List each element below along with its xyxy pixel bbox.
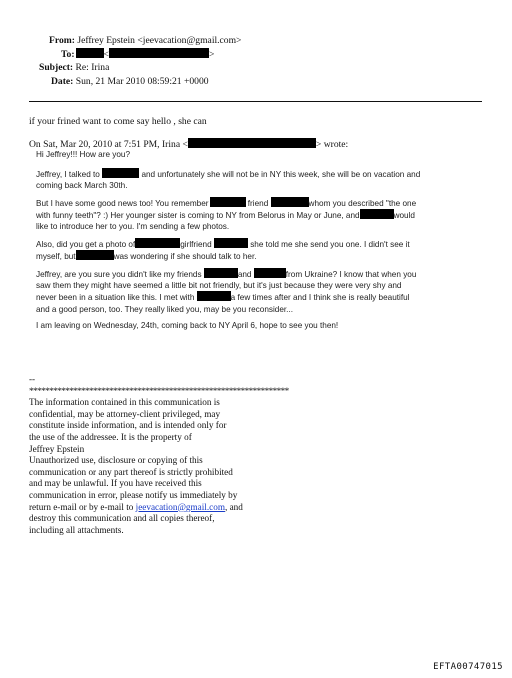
disclaimer-line: communication or any part thereof is strictly prohibited [29,466,233,477]
redaction-box [360,209,394,219]
redaction-box [188,138,316,148]
message-greeting: Hi Jeffrey!!! How are you? [36,150,131,159]
to-label: To: [61,48,75,60]
header-divider [29,101,482,102]
redaction-box [102,168,139,178]
bates-number: EFTA00747015 [433,662,503,672]
redaction-box [76,250,114,260]
redaction-box [135,238,180,248]
disclaimer-line: The information contained in this communication is [29,397,220,408]
message-paragraph-1: Jeffrey, I talked to and unfortunately she will not be in NY this week, she will be on vacation and coming back March 30th. [36,170,421,191]
quote-intro-before: On Sat, Mar 20, 2010 at 7:51 PM, Irina < [29,139,188,150]
disclaimer-line: return e-mail or by e-mail to jeevacation@gmail.com, and [29,501,243,512]
date-label: Date: [51,75,74,87]
message-paragraph-2: But I have some good news too! You remember friend whom you described "the one with funny teeth"? :) Her younger sister is coming to NY from Belorus in May or June, and would like to introduce her to you. I'm sending a few photos. [36,199,417,232]
redaction-box [271,197,309,207]
email-disclaimer [29,374,289,536]
quote-intro-after: > wrote: [315,139,349,150]
redaction-box [254,268,286,278]
message-paragraph-4: Jeffrey, are you sure you didn't like my friends and from Ukraine? I know that when you saw them they might have seemed a little bit not friendly, but it's just because they were very shy and never been in a situation like this. I met with a few times after and I think she is really beautiful and a good person, too. They really liked you, may be you reconsider... [36,270,417,314]
subject-label: Subject: [39,62,74,74]
message-paragraph-3: Also, did you get a photo of girlfriend she told me she send you one. I didn't see it myself, but was wondering if she should talk to her. [36,240,410,262]
to-row [32,48,241,62]
redaction-box [204,268,238,278]
redaction-box [76,48,104,58]
signature-dash: -- [29,374,36,384]
to-close-bracket: > [208,48,215,60]
disclaimer-line: including all attachments. [29,524,124,535]
disclaimer-line: constitute inside information, and is intended only for [29,420,227,431]
asterisk-divider: ***************************************************************** [29,385,289,396]
subject-row [32,61,241,75]
disclaimer-line: destroy this communication and all copies thereof, [29,513,215,524]
disclaimer-line: the use of the addressee. It is the property of [29,431,192,442]
message-paragraph-5: I am leaving on Wednesday, 24th, coming back to NY April 6, hope to see you then! [36,321,339,330]
disclaimer-line: and may be unlawful. If you have received this [29,478,202,489]
from-row [32,34,241,48]
date-value: Sun, 21 Mar 2010 08:59:21 +0000 [75,75,209,87]
disclaimer-line: Jeffrey Epstein [29,443,85,454]
reply-text: if your frined want to come say hello , she can [29,116,207,127]
redaction-box [214,238,248,248]
email-header [32,34,241,88]
date-row [32,75,241,89]
redaction-box [210,197,246,207]
disclaimer-line: communication in error, please notify us immediately by [29,489,238,500]
disclaimer-line: confidential, may be attorney-client privileged, may [29,408,221,419]
from-label: From: [49,35,75,46]
redaction-box [109,48,209,58]
disclaimer-line: Unauthorized use, disclosure or copying of this [29,455,203,466]
email-link[interactable]: jeevacation@gmail.com [135,501,225,512]
from-value: Jeffrey Epstein <jeevacation@gmail.com> [77,35,242,46]
to-open-bracket: < [103,48,109,60]
redaction-box [197,291,231,301]
subject-value: Re: Irina [75,62,110,74]
